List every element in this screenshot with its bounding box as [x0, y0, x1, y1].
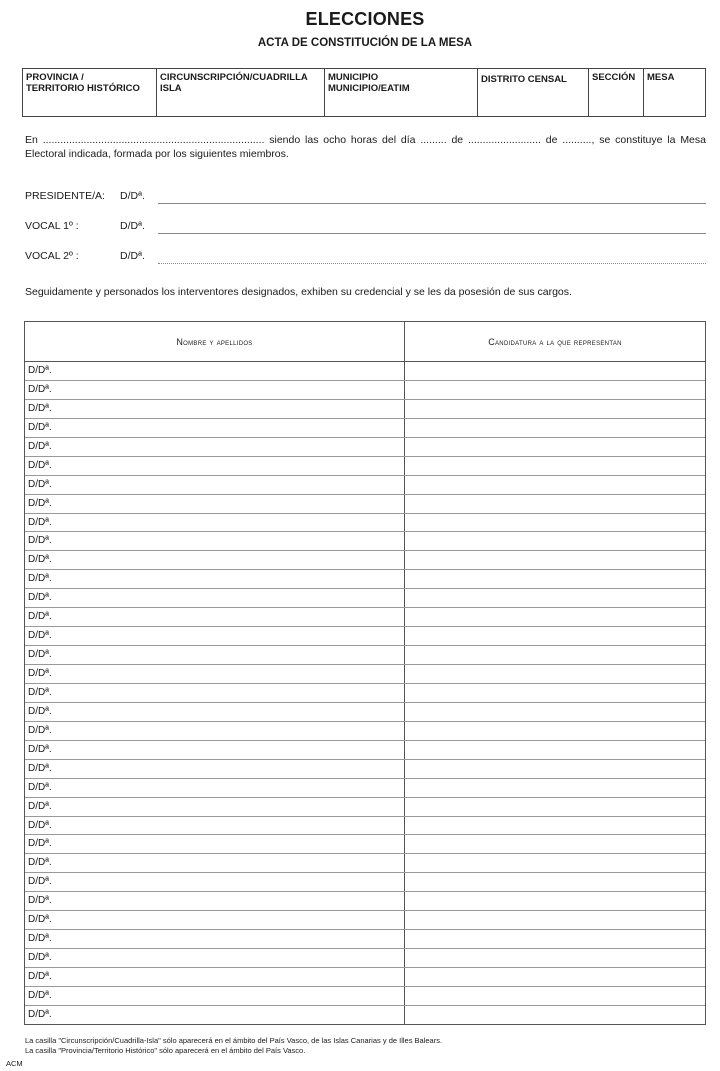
member-role-label: PRESIDENTE/A: — [25, 190, 105, 202]
table-row — [25, 457, 705, 476]
table-row — [25, 722, 705, 741]
interventor-candidatura-cell[interactable] — [405, 741, 705, 759]
interventor-name-cell[interactable]: D/Dª. — [25, 608, 405, 626]
interventor-candidatura-cell[interactable] — [405, 400, 705, 418]
interventor-candidatura-cell[interactable] — [405, 987, 705, 1005]
interventor-candidatura-cell[interactable] — [405, 798, 705, 816]
interventor-candidatura-cell[interactable] — [405, 722, 705, 740]
followup-text: Seguidamente y personados los interventores designados, exhiben su credencial y se les da posesión de sus cargos. — [25, 286, 572, 298]
intro-text: En ............................................................................ siendo las ocho horas del día ......... de ......................... de .........., se constituye la Mesa Electoral indicada, formada por los siguientes miembros. — [25, 134, 706, 160]
member-prefix: D/Dª. — [120, 250, 145, 262]
field-circunscripcion[interactable]: CIRCUNSCRIPCIÓN/CUADRILLA ISLA — [157, 69, 325, 116]
interventor-candidatura-cell[interactable] — [405, 627, 705, 645]
column-header-candidatura: Candidatura a la que representan — [488, 336, 622, 347]
interventor-name-cell[interactable]: D/Dª. — [25, 703, 405, 721]
interventor-candidatura-cell[interactable] — [405, 873, 705, 891]
interventor-name-cell[interactable]: D/Dª. — [25, 741, 405, 759]
interventor-name-cell[interactable]: D/Dª. — [25, 892, 405, 910]
table-row — [25, 495, 705, 514]
table-row — [25, 608, 705, 627]
footnote: La casilla "Provincia/Territorio Histórico" sólo aparecerá en el ámbito del País Vasco. — [25, 1046, 306, 1055]
interventor-name-cell[interactable]: D/Dª. — [25, 779, 405, 797]
interventor-name-cell[interactable]: D/Dª. — [25, 419, 405, 437]
interventor-name-cell[interactable]: D/Dª. — [25, 1006, 405, 1025]
interventor-name-cell[interactable]: D/Dª. — [25, 646, 405, 664]
interventor-name-cell[interactable]: D/Dª. — [25, 627, 405, 645]
interventor-candidatura-cell[interactable] — [405, 532, 705, 550]
interventor-candidatura-cell[interactable] — [405, 968, 705, 986]
interventor-candidatura-cell[interactable] — [405, 438, 705, 456]
interventor-name-cell[interactable]: D/Dª. — [25, 476, 405, 494]
interventor-candidatura-cell[interactable] — [405, 646, 705, 664]
interventor-name-cell[interactable]: D/Dª. — [25, 400, 405, 418]
table-row — [25, 514, 705, 533]
table-row — [25, 798, 705, 817]
table-row — [25, 362, 705, 381]
interventor-name-cell[interactable]: D/Dª. — [25, 911, 405, 929]
table-row — [25, 419, 705, 438]
interventor-candidatura-cell[interactable] — [405, 665, 705, 683]
member-row-presidente — [25, 190, 706, 206]
member-role-label: VOCAL 2º : — [25, 250, 79, 262]
interventor-name-cell[interactable]: D/Dª. — [25, 684, 405, 702]
table-row — [25, 760, 705, 779]
table-row — [25, 381, 705, 400]
interventor-candidatura-cell[interactable] — [405, 760, 705, 778]
interventor-candidatura-cell[interactable] — [405, 892, 705, 910]
interventor-name-cell[interactable]: D/Dª. — [25, 665, 405, 683]
interventor-candidatura-cell[interactable] — [405, 551, 705, 569]
interventor-name-cell[interactable]: D/Dª. — [25, 798, 405, 816]
interventor-candidatura-cell[interactable] — [405, 495, 705, 513]
interventor-name-cell[interactable]: D/Dª. — [25, 570, 405, 588]
footnote: La casilla "Circunscripción/Cuadrilla-Isla" sólo aparecerá en el ámbito del País Vasco, de las Islas Canarias y de Illes Balears. — [25, 1036, 443, 1045]
table-row — [25, 987, 705, 1006]
interventor-name-cell[interactable]: D/Dª. — [25, 968, 405, 986]
interventor-candidatura-cell[interactable] — [405, 1006, 705, 1025]
member-prefix: D/Dª. — [120, 220, 145, 232]
table-row — [25, 532, 705, 551]
interventor-name-cell[interactable]: D/Dª. — [25, 514, 405, 532]
interventor-name-cell[interactable]: D/Dª. — [25, 930, 405, 948]
field-mesa[interactable]: MESA — [647, 72, 675, 83]
interventores-table — [24, 321, 706, 1025]
member-name-line[interactable] — [158, 263, 706, 264]
interventor-candidatura-cell[interactable] — [405, 930, 705, 948]
table-row — [25, 476, 705, 495]
interventor-candidatura-cell[interactable] — [405, 608, 705, 626]
interventor-candidatura-cell[interactable] — [405, 911, 705, 929]
interventor-name-cell[interactable]: D/Dª. — [25, 722, 405, 740]
table-row — [25, 627, 705, 646]
interventor-candidatura-cell[interactable] — [405, 835, 705, 853]
interventor-name-cell[interactable]: D/Dª. — [25, 551, 405, 569]
table-row — [25, 968, 705, 987]
table-row — [25, 854, 705, 873]
field-distrito-censal[interactable]: DISTRITO CENSAL — [478, 69, 589, 116]
interventor-name-cell[interactable]: D/Dª. — [25, 438, 405, 456]
table-row — [25, 589, 705, 608]
table-row — [25, 665, 705, 684]
interventor-name-cell[interactable]: D/Dª. — [25, 457, 405, 475]
table-row — [25, 570, 705, 589]
table-row — [25, 835, 705, 854]
table-row — [25, 911, 705, 930]
interventor-name-cell[interactable]: D/Dª. — [25, 817, 405, 835]
member-role-label: VOCAL 1º : — [25, 220, 79, 232]
table-row — [25, 551, 705, 570]
interventor-candidatura-cell[interactable] — [405, 854, 705, 872]
member-row-vocal-1 — [25, 220, 706, 236]
table-row — [25, 1006, 705, 1025]
interventor-name-cell[interactable]: D/Dª. — [25, 949, 405, 967]
table-row — [25, 930, 705, 949]
table-row — [25, 779, 705, 798]
field-seccion[interactable]: SECCIÓN — [589, 69, 644, 116]
field-provincia[interactable]: PROVINCIA / TERRITORIO HISTÓRICO — [23, 69, 157, 116]
table-row — [25, 873, 705, 892]
interventor-candidatura-cell[interactable] — [405, 589, 705, 607]
interventor-candidatura-cell[interactable] — [405, 457, 705, 475]
table-row — [25, 703, 705, 722]
table-row — [25, 741, 705, 760]
field-municipio[interactable]: MUNICIPIO MUNICIPIO/EATIM — [325, 69, 478, 116]
interventor-name-cell[interactable]: D/Dª. — [25, 362, 405, 380]
table-row — [25, 646, 705, 665]
table-row — [25, 949, 705, 968]
interventor-candidatura-cell[interactable] — [405, 362, 705, 380]
table-row — [25, 400, 705, 419]
interventor-name-cell[interactable]: D/Dª. — [25, 854, 405, 872]
interventor-name-cell[interactable]: D/Dª. — [25, 987, 405, 1005]
interventor-candidatura-cell[interactable] — [405, 570, 705, 588]
member-name-line[interactable] — [158, 233, 706, 234]
footnotes — [25, 1036, 442, 1056]
document-title: ELECCIONES — [305, 9, 425, 29]
table-row — [25, 892, 705, 911]
table-row — [25, 684, 705, 703]
column-header-nombre: Nombre y apellidos — [25, 322, 405, 361]
table-row — [25, 817, 705, 836]
table-row — [25, 438, 705, 457]
interventor-candidatura-cell[interactable] — [405, 949, 705, 967]
interventor-candidatura-cell[interactable] — [405, 684, 705, 702]
location-header-table — [22, 68, 706, 117]
member-prefix: D/Dª. — [120, 190, 145, 202]
interventor-candidatura-cell[interactable] — [405, 817, 705, 835]
interventor-candidatura-cell[interactable] — [405, 381, 705, 399]
interventor-candidatura-cell[interactable] — [405, 514, 705, 532]
interventor-name-cell[interactable]: D/Dª. — [25, 760, 405, 778]
interventor-candidatura-cell[interactable] — [405, 779, 705, 797]
member-row-vocal-2 — [25, 250, 706, 266]
interventor-name-cell[interactable]: D/Dª. — [25, 495, 405, 513]
document-subtitle: ACTA DE CONSTITUCIÓN DE LA MESA — [257, 37, 473, 49]
interventor-name-cell[interactable]: D/Dª. — [25, 381, 405, 399]
interventor-name-cell[interactable]: D/Dª. — [25, 873, 405, 891]
interventor-name-cell[interactable]: D/Dª. — [25, 589, 405, 607]
interventor-candidatura-cell[interactable] — [405, 419, 705, 437]
member-name-line[interactable] — [158, 203, 706, 204]
interventor-candidatura-cell[interactable] — [405, 703, 705, 721]
interventores-table-body — [25, 362, 705, 1025]
interventores-table-header — [25, 322, 705, 362]
form-code: ACM — [6, 1059, 23, 1068]
interventor-name-cell[interactable]: D/Dª. — [25, 835, 405, 853]
interventor-candidatura-cell[interactable] — [405, 476, 705, 494]
interventor-name-cell[interactable]: D/Dª. — [25, 532, 405, 550]
